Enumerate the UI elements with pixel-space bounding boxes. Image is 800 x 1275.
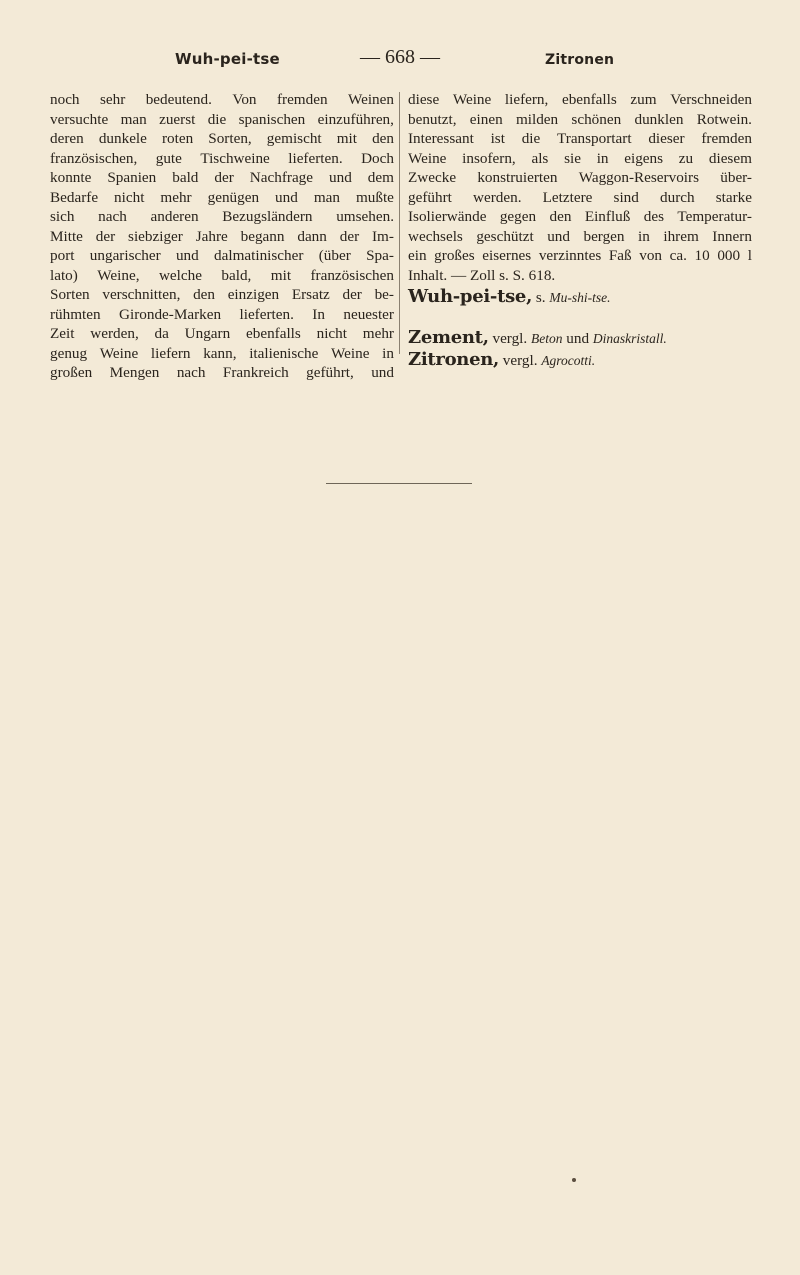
entry-headword: Zement,	[408, 326, 489, 348]
word: Waggon-Reservoirs	[578, 169, 699, 186]
word: werden,	[90, 325, 139, 342]
text-line	[50, 363, 394, 383]
text-line	[408, 110, 752, 130]
page-number: — 668 —	[360, 46, 440, 68]
text-line	[50, 305, 394, 325]
dictionary-entry	[408, 328, 752, 349]
word: und	[175, 247, 199, 264]
text-line	[50, 110, 394, 130]
word: der	[339, 227, 360, 245]
paper-speck	[572, 1178, 576, 1182]
word: zum	[630, 91, 657, 108]
word: einzuführen,	[317, 110, 394, 128]
word: welche	[158, 266, 202, 284]
word: Weine	[408, 149, 447, 167]
word: man	[313, 188, 340, 206]
word: Mitte	[50, 227, 83, 245]
word: eigens	[624, 149, 664, 167]
word: und	[547, 227, 570, 245]
word: Tischweine	[200, 149, 270, 167]
word: nicht	[114, 188, 145, 206]
text-line	[50, 188, 394, 208]
word: Zwecke	[408, 169, 457, 186]
word: konnte	[50, 169, 92, 186]
word: wechsels	[408, 227, 463, 245]
column-divider	[399, 92, 400, 354]
word: und	[371, 364, 394, 381]
word: gegen	[499, 208, 537, 225]
word: der	[214, 169, 234, 186]
text-line	[50, 285, 394, 305]
word: lato)	[50, 266, 78, 284]
word: konstruierten	[477, 169, 558, 186]
entry-text: und	[562, 329, 593, 347]
word: Faß	[608, 247, 632, 264]
word: dieser	[648, 130, 685, 147]
word: mit	[336, 130, 357, 147]
entry-cross-reference: Dinaskristall.	[592, 330, 667, 346]
dictionary-entry	[408, 350, 752, 371]
word: siebziger	[128, 227, 183, 245]
word: Verschneiden	[670, 91, 752, 108]
word: Weine	[99, 344, 139, 362]
word: roten	[161, 130, 194, 147]
word: Spa-	[366, 247, 394, 264]
word: fremden	[276, 91, 328, 108]
word: ca.	[669, 247, 687, 264]
word: in	[382, 344, 394, 362]
word: sind	[613, 188, 639, 206]
word: Sorten	[50, 286, 90, 303]
word: starke	[715, 188, 752, 206]
word: bergen	[583, 227, 625, 245]
word: verschnitten,	[102, 286, 181, 303]
word: der	[342, 286, 362, 303]
text-line	[408, 168, 752, 188]
text-line	[408, 149, 752, 169]
word: Frankreich	[222, 364, 289, 381]
word: ist	[490, 130, 505, 147]
text-line	[50, 207, 394, 227]
word: Mengen	[109, 364, 160, 381]
word: Isolierwände	[408, 208, 487, 225]
text-line	[50, 90, 394, 110]
word: milden	[515, 110, 559, 128]
word: Weine	[331, 344, 370, 362]
word: lieferten.	[239, 305, 294, 323]
word: Nachfrage	[249, 169, 314, 186]
word: einzigen	[227, 286, 280, 303]
word: dalmatinischer	[214, 247, 304, 264]
word: zu	[678, 149, 694, 167]
word: zuerst	[159, 110, 196, 128]
entry-text: vergl.	[488, 329, 531, 347]
word: schönen	[571, 110, 622, 128]
word: bald,	[221, 266, 252, 284]
word: sehr	[99, 91, 126, 108]
word: 000	[717, 247, 741, 264]
word: gute	[155, 149, 182, 167]
entry-cross-reference: Beton	[531, 330, 563, 346]
word: insofern,	[462, 149, 516, 167]
word: geführt,	[306, 364, 354, 381]
word: Ungarn	[184, 325, 231, 342]
word: Gironde-Marken	[119, 305, 222, 323]
word: 10	[694, 247, 710, 264]
word: mit	[270, 266, 292, 284]
word: den	[372, 130, 394, 147]
word: den	[549, 208, 572, 225]
word: von	[639, 247, 663, 264]
text-line	[408, 188, 752, 208]
word: Jahre	[195, 227, 228, 245]
text-line	[408, 129, 752, 149]
word: l	[747, 247, 752, 264]
word: nach	[176, 364, 206, 381]
text-line	[408, 246, 752, 266]
word: und	[329, 169, 352, 186]
word: großes	[434, 247, 475, 264]
word: gemischt	[266, 130, 322, 147]
word: großen	[50, 364, 93, 381]
text-line	[50, 149, 394, 169]
entry-cross-reference: Agrocotti.	[541, 353, 596, 368]
word: Ersatz	[291, 286, 330, 303]
word: Interessant	[408, 130, 474, 147]
word: Doch	[361, 149, 394, 167]
word: italienische	[249, 344, 319, 362]
word: und	[275, 188, 298, 206]
word: sich	[50, 208, 75, 225]
word: mehr	[362, 325, 394, 342]
word: dem	[367, 169, 394, 186]
text-line	[408, 207, 752, 227]
word: port	[50, 247, 75, 264]
word: französischen	[310, 266, 394, 284]
word: genügen	[207, 188, 260, 206]
word: den	[193, 286, 215, 303]
word: geschützt	[476, 227, 534, 245]
word: Sorten,	[208, 130, 252, 147]
word: französischen,	[50, 149, 138, 167]
word: begann	[240, 227, 285, 245]
word: Weinen	[347, 91, 394, 108]
word: des	[643, 208, 665, 225]
entry-text: s.	[532, 289, 550, 306]
word: ungarischer	[89, 247, 161, 264]
word: kann,	[203, 344, 237, 362]
word: werden.	[473, 188, 522, 206]
word: ebenfalls	[246, 325, 301, 342]
right-column	[408, 90, 752, 371]
word: man	[120, 110, 147, 128]
word: der	[95, 227, 116, 245]
word: Zeit	[50, 325, 75, 342]
word: diesem	[708, 149, 752, 167]
dictionary-entry	[408, 287, 752, 308]
word: verzinntes	[538, 247, 602, 264]
text-line	[50, 168, 394, 188]
word: be-	[374, 286, 394, 303]
word: (über	[318, 247, 351, 264]
word: noch	[50, 91, 80, 108]
word: liefern	[150, 344, 191, 362]
word: liefern,	[504, 91, 549, 108]
word: mußte	[355, 188, 394, 206]
entry-headword: Zitronen,	[408, 349, 499, 370]
word: diese	[408, 91, 440, 108]
word: sie	[564, 149, 581, 167]
word: Innern	[712, 227, 752, 245]
word: Weine	[452, 91, 492, 108]
entry-cross-reference: Mu-shi-tse.	[549, 290, 611, 305]
word: eisernes	[482, 247, 532, 264]
word: nicht	[316, 325, 347, 342]
word: neuester	[343, 305, 394, 323]
word: Spanien	[107, 169, 157, 186]
word: da	[154, 325, 169, 342]
word: bedeutend.	[145, 91, 212, 108]
text-line	[408, 227, 752, 247]
word: ihrem	[663, 227, 699, 245]
word: Letztere	[542, 188, 593, 206]
word: Bezugsländern	[222, 208, 313, 225]
text-line	[50, 246, 394, 266]
word: Temperatur-	[677, 208, 752, 225]
word: nach	[98, 208, 127, 225]
word: spanischen	[238, 110, 306, 128]
word: durch	[660, 188, 695, 206]
word: In	[312, 305, 325, 323]
word: versuchte	[50, 110, 109, 128]
word: rühmten	[50, 305, 101, 323]
section-end-rule	[326, 483, 472, 484]
word: ein	[408, 247, 427, 264]
text-line	[50, 227, 394, 247]
word: Von	[232, 91, 257, 108]
word: lieferten.	[288, 149, 343, 167]
word: in	[638, 227, 650, 245]
word: dann	[297, 227, 327, 245]
word: in	[596, 149, 609, 167]
word: Einfluß	[584, 208, 631, 225]
text-line	[50, 129, 394, 149]
text-line	[408, 90, 752, 110]
word: die	[521, 130, 541, 147]
word: benutzt,	[408, 110, 457, 128]
entry-text: vergl.	[498, 352, 542, 369]
word: Im-	[372, 227, 394, 245]
word: umsehen.	[336, 208, 394, 225]
word: genug	[50, 344, 88, 362]
word: mehr	[160, 188, 192, 206]
word: über-	[720, 169, 752, 186]
word: dunklen	[634, 110, 684, 128]
header-right-term: Zitronen	[545, 52, 615, 68]
word: als	[531, 149, 549, 167]
running-header	[0, 46, 800, 76]
word: anderen	[150, 208, 199, 225]
text-line: Inhalt. — Zoll s. S. 618.	[408, 266, 556, 284]
word: fremden	[701, 130, 752, 147]
word: die	[207, 110, 227, 128]
word: geführt	[408, 188, 452, 206]
word: Rotwein.	[696, 110, 752, 128]
word: Transportart	[557, 130, 632, 147]
word: einen	[469, 110, 503, 128]
header-left-term: Wuh-pei-tse	[175, 50, 280, 68]
text-line	[50, 344, 394, 364]
text-line	[50, 324, 394, 344]
word: Bedarfe	[50, 188, 99, 206]
word: ebenfalls	[561, 91, 617, 108]
word: Weine,	[97, 266, 140, 284]
word: deren	[50, 130, 84, 147]
entry-headword: Wuh-pei-tse,	[408, 286, 533, 307]
left-column	[50, 90, 394, 383]
word: dunkele	[98, 130, 147, 147]
word: bald	[172, 169, 199, 186]
text-line	[50, 266, 394, 286]
